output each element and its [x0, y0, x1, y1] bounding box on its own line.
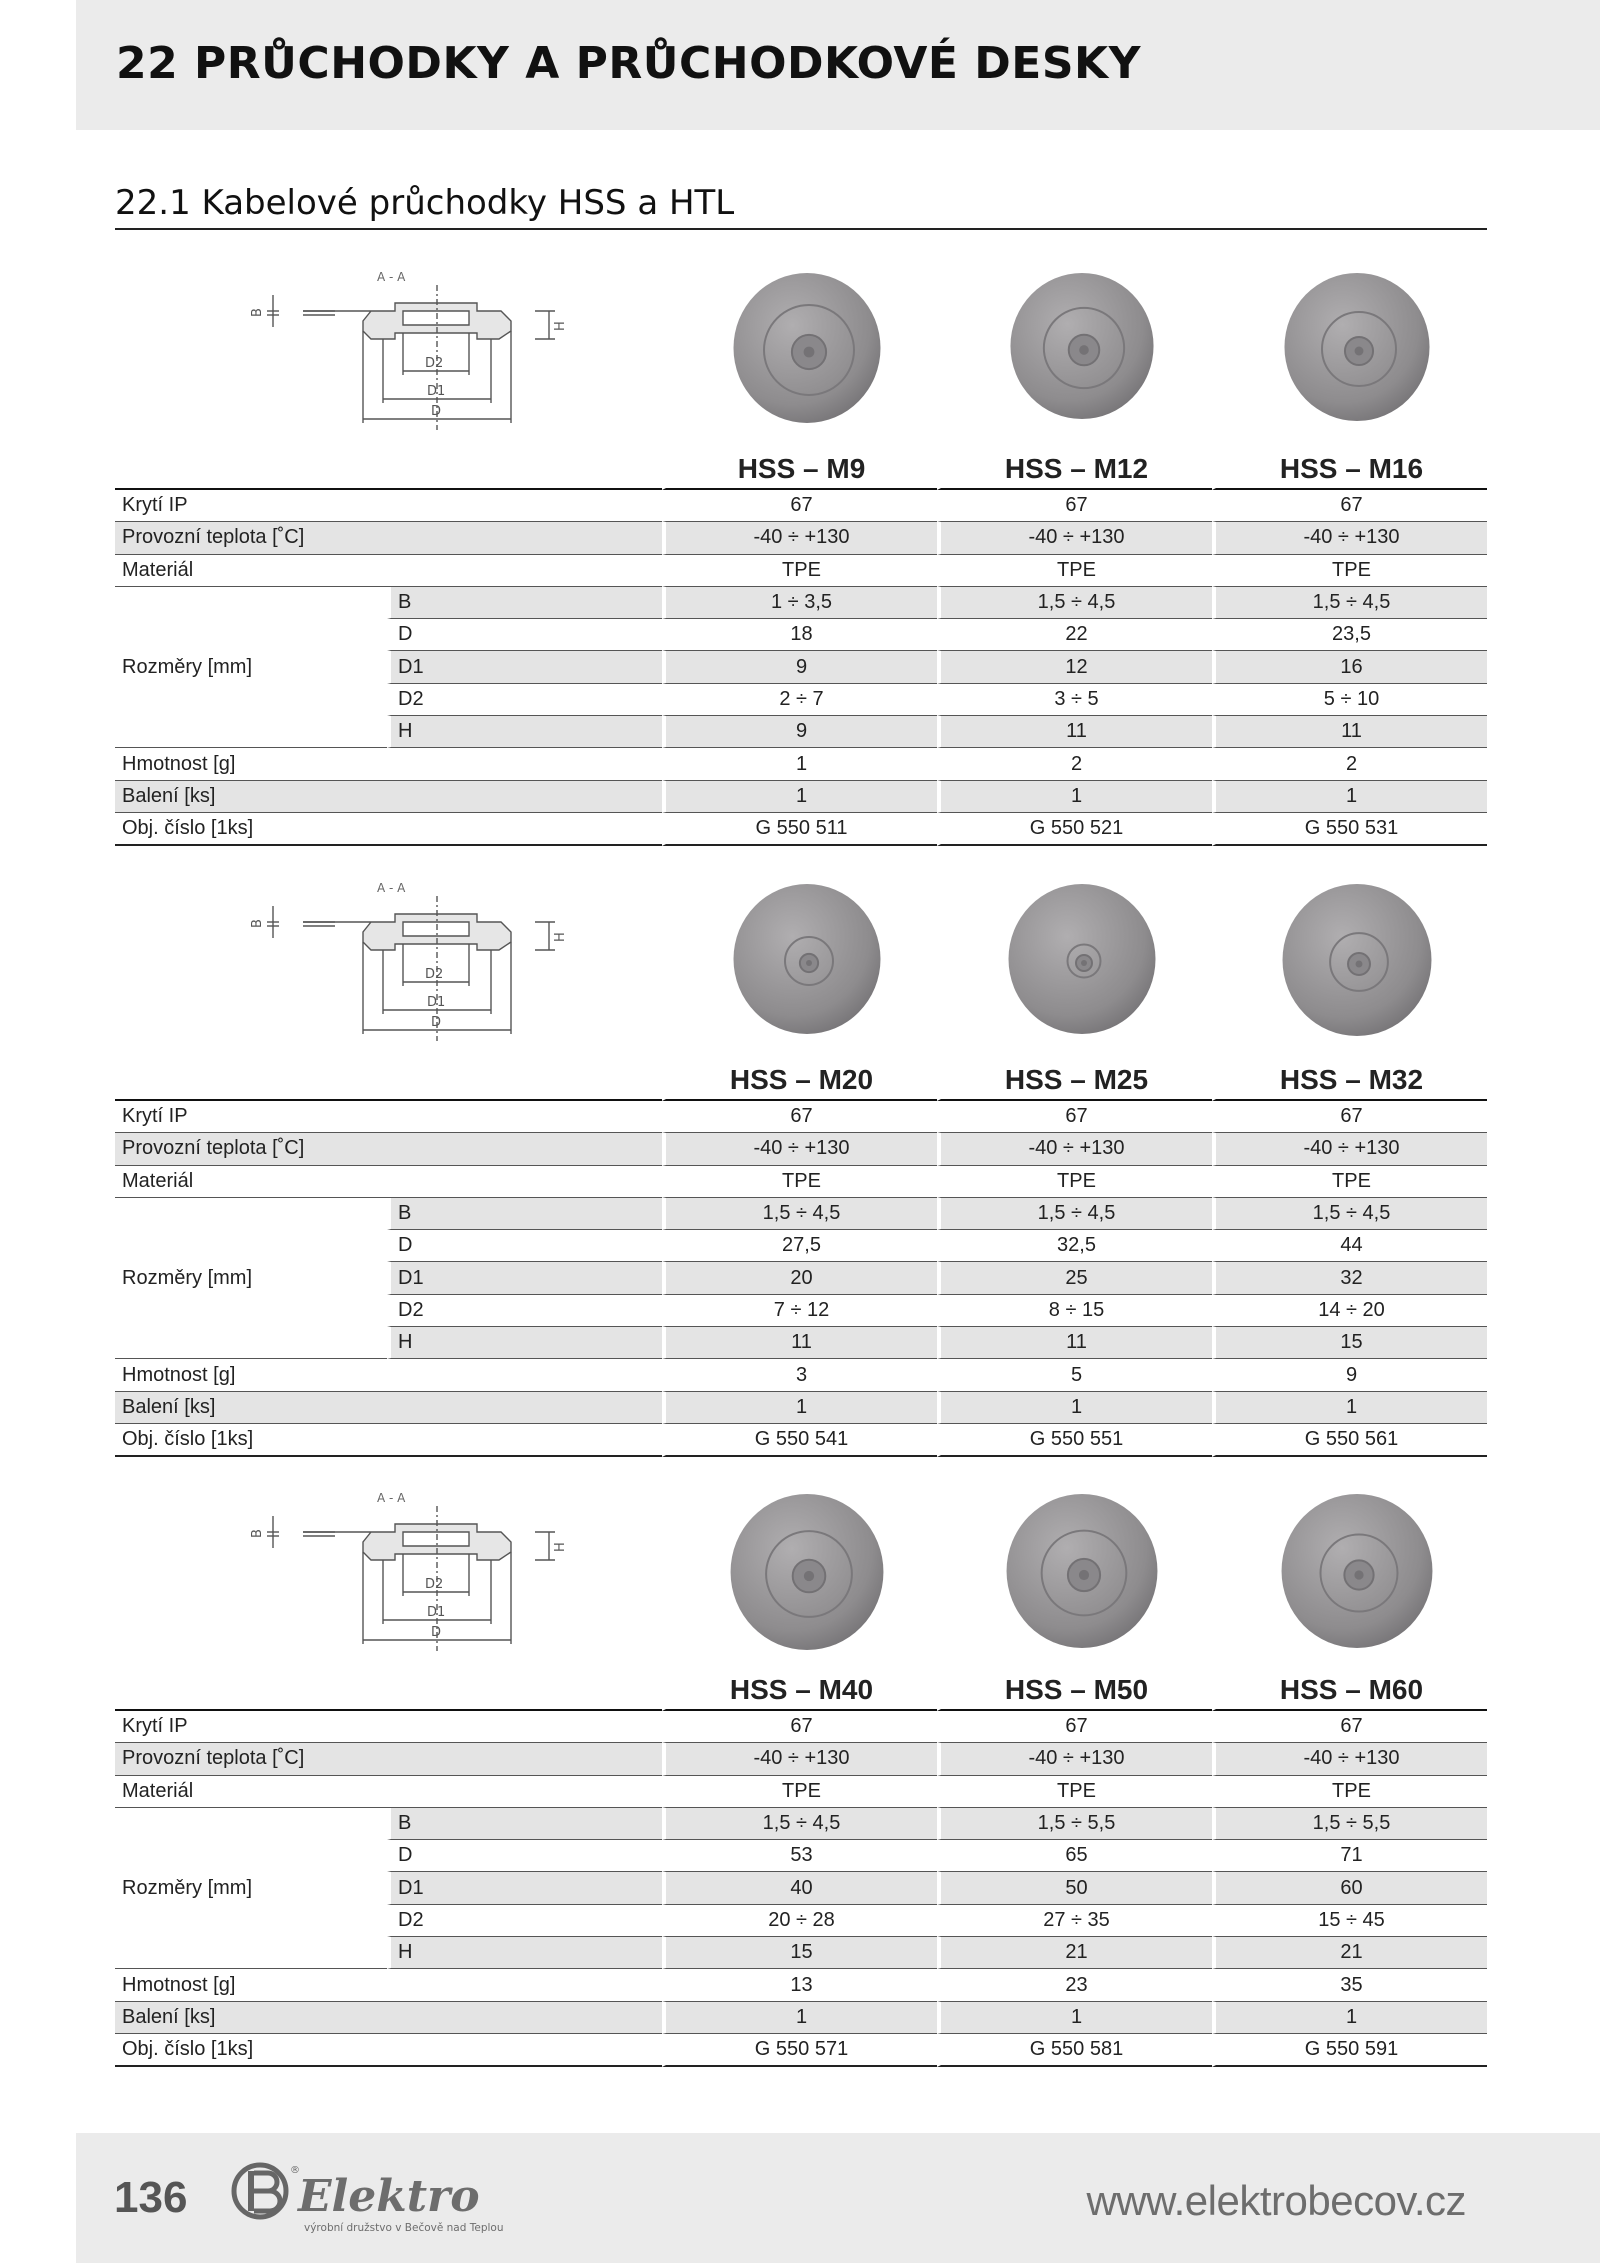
row-label: Krytí IP — [115, 1711, 662, 1743]
cell-value: TPE — [1212, 1776, 1487, 1808]
cell-value: -40 ÷ +130 — [1212, 1743, 1487, 1775]
product-name: HSS – M40 — [662, 1661, 937, 1711]
logo-tagline: výrobní družstvo v Bečově nad Teplou — [304, 2222, 504, 2234]
cell-value: 1 ÷ 3,5 — [662, 587, 937, 619]
row-label: Obj. číslo [1ks] — [115, 2034, 662, 2067]
cross-section-drawing — [215, 1476, 677, 1661]
cell-value: 2 — [1212, 748, 1487, 780]
cell-value: 32 — [1212, 1262, 1487, 1294]
table-row — [115, 1711, 1487, 1743]
row-label-dimensions: Rozměry [mm] — [115, 587, 387, 748]
dimension-sub-label: D — [387, 1840, 662, 1872]
cross-section-drawing — [215, 866, 677, 1051]
cell-value: 67 — [937, 1711, 1212, 1743]
cell-value: 16 — [1212, 651, 1487, 683]
cell-value: 1 — [1212, 781, 1487, 813]
elektro-logo — [226, 2159, 606, 2239]
cell-value: 5 ÷ 10 — [1212, 684, 1487, 716]
drawing-label-b: B — [250, 308, 265, 317]
cell-value: 67 — [1212, 1711, 1487, 1743]
spec-table-header — [115, 1051, 1487, 1101]
cell-value: 11 — [1212, 716, 1487, 748]
cell-value: 21 — [1212, 1937, 1487, 1969]
cell-value: 12 — [937, 651, 1212, 683]
dimension-sub-label: D2 — [387, 1905, 662, 1937]
row-label: Materiál — [115, 1776, 662, 1808]
table-row — [115, 555, 1487, 587]
cell-value: TPE — [937, 1776, 1212, 1808]
cell-value: 14 ÷ 20 — [1212, 1295, 1487, 1327]
dimension-sub-label: D1 — [387, 1872, 662, 1904]
row-label: Balení [ks] — [115, 1392, 662, 1424]
drawing-label-section: A - A — [377, 1491, 406, 1505]
cell-value: 8 ÷ 15 — [937, 1295, 1212, 1327]
cell-value: 23,5 — [1212, 619, 1487, 651]
page-title: 22 PRŮCHODKY A PRŮCHODKOVÉ DESKY — [116, 38, 1141, 89]
row-label: Provozní teplota [˚C] — [115, 1743, 662, 1775]
cell-value: TPE — [937, 555, 1212, 587]
table-row — [115, 813, 1487, 846]
table-row — [115, 1776, 1487, 1808]
row-label: Hmotnost [g] — [115, 1969, 662, 2001]
cell-value: 67 — [937, 490, 1212, 522]
row-label: Provozní teplota [˚C] — [115, 522, 662, 554]
cell-value: 65 — [937, 1840, 1212, 1872]
table-row — [115, 1743, 1487, 1775]
cell-value: G 550 551 — [937, 1424, 1212, 1457]
drawing-label-d: D — [431, 404, 442, 419]
cell-value: 11 — [662, 1327, 937, 1359]
cell-value: TPE — [662, 555, 937, 587]
spec-table — [115, 440, 1487, 846]
cell-value: 7 ÷ 12 — [662, 1295, 937, 1327]
cell-value: 1 — [937, 1392, 1212, 1424]
drawing-label-d1: D1 — [427, 995, 446, 1010]
table-row — [115, 1101, 1487, 1133]
cell-value: TPE — [1212, 1166, 1487, 1198]
product-photo — [722, 874, 892, 1044]
dimension-sub-label: B — [387, 1198, 662, 1230]
cell-value: 67 — [662, 1711, 937, 1743]
cell-value: 35 — [1212, 1969, 1487, 2001]
gland-photo — [719, 1484, 895, 1660]
cell-value: 20 ÷ 28 — [662, 1905, 937, 1937]
drawing-label-d: D — [431, 1625, 442, 1640]
dimension-sub-label: D1 — [387, 1262, 662, 1294]
drawing-label-section: A - A — [377, 270, 406, 284]
table-row — [115, 1808, 1487, 1840]
cell-value: 27 ÷ 35 — [937, 1905, 1212, 1937]
cell-value: 1,5 ÷ 4,5 — [937, 587, 1212, 619]
cell-value: -40 ÷ +130 — [937, 1133, 1212, 1165]
cell-value: 1 — [662, 748, 937, 780]
table-row — [115, 490, 1487, 522]
gland-photo — [722, 874, 892, 1044]
cell-value: 18 — [662, 619, 937, 651]
cell-value: 67 — [662, 490, 937, 522]
header-blank — [387, 1051, 662, 1101]
cell-value: 1,5 ÷ 5,5 — [937, 1808, 1212, 1840]
row-label: Krytí IP — [115, 1101, 662, 1133]
cell-value: 1 — [1212, 1392, 1487, 1424]
row-label: Obj. číslo [1ks] — [115, 813, 662, 846]
cell-value: 9 — [1212, 1359, 1487, 1391]
cell-value: 15 — [1212, 1327, 1487, 1359]
cell-value: 50 — [937, 1872, 1212, 1904]
row-label: Hmotnost [g] — [115, 748, 662, 780]
gland-photo — [1271, 874, 1443, 1046]
cell-value: 1 — [662, 2002, 937, 2034]
dimension-sub-label: H — [387, 716, 662, 748]
cell-value: 60 — [1212, 1872, 1487, 1904]
cell-value: 1,5 ÷ 4,5 — [1212, 587, 1487, 619]
row-label: Balení [ks] — [115, 781, 662, 813]
cell-value: TPE — [937, 1166, 1212, 1198]
cell-value: G 550 521 — [937, 813, 1212, 846]
table-row — [115, 748, 1487, 780]
page-number: 136 — [114, 2173, 188, 2222]
dimension-sub-label: D — [387, 619, 662, 651]
cell-value: 21 — [937, 1937, 1212, 1969]
drawing-label-d1: D1 — [427, 384, 446, 399]
cell-value: -40 ÷ +130 — [1212, 522, 1487, 554]
drawing-label-b: B — [250, 1529, 265, 1538]
product-photo — [1271, 874, 1441, 1044]
cell-value: 44 — [1212, 1230, 1487, 1262]
cell-value: 1,5 ÷ 4,5 — [1212, 1198, 1487, 1230]
drawing-label-b: B — [250, 919, 265, 928]
gland-photo — [1273, 263, 1441, 431]
cell-value: G 550 581 — [937, 2034, 1212, 2067]
cross-section-drawing-wrap — [215, 866, 677, 1051]
drawing-label-section: A - A — [377, 881, 406, 895]
drawing-label-h: H — [553, 932, 568, 942]
row-label-dimensions: Rozměry [mm] — [115, 1198, 387, 1359]
product-photo — [1273, 263, 1443, 433]
cell-value: G 550 561 — [1212, 1424, 1487, 1457]
header-blank — [115, 440, 387, 490]
cell-value: -40 ÷ +130 — [662, 1743, 937, 1775]
product-name: HSS – M9 — [662, 440, 937, 490]
table-row — [115, 2034, 1487, 2067]
cell-value: TPE — [662, 1776, 937, 1808]
table-row — [115, 1133, 1487, 1165]
cell-value: 23 — [937, 1969, 1212, 2001]
cell-value: -40 ÷ +130 — [937, 522, 1212, 554]
cell-value: -40 ÷ +130 — [937, 1743, 1212, 1775]
product-name: HSS – M50 — [937, 1661, 1212, 1711]
cell-value: 9 — [662, 651, 937, 683]
table-row — [115, 781, 1487, 813]
row-label: Provozní teplota [˚C] — [115, 1133, 662, 1165]
row-label: Materiál — [115, 555, 662, 587]
cell-value: 25 — [937, 1262, 1212, 1294]
cell-value: G 550 531 — [1212, 813, 1487, 846]
cell-value: TPE — [662, 1166, 937, 1198]
cell-value: 27,5 — [662, 1230, 937, 1262]
page-header — [76, 0, 1600, 130]
page-footer — [76, 2133, 1600, 2263]
drawing-label-d2: D2 — [425, 356, 444, 371]
drawing-label-d2: D2 — [425, 967, 444, 982]
product-name: HSS – M20 — [662, 1051, 937, 1101]
cell-value: 2 ÷ 7 — [662, 684, 937, 716]
product-photo — [722, 263, 892, 433]
cell-value: 67 — [1212, 1101, 1487, 1133]
cell-value: G 550 511 — [662, 813, 937, 846]
table-row — [115, 587, 1487, 619]
table-row — [115, 1969, 1487, 2001]
cell-value: -40 ÷ +130 — [662, 522, 937, 554]
gland-photo — [1270, 1484, 1444, 1658]
cell-value: 67 — [1212, 490, 1487, 522]
product-photo — [995, 1484, 1165, 1654]
cell-value: -40 ÷ +130 — [1212, 1133, 1487, 1165]
drawing-label-d2: D2 — [425, 1577, 444, 1592]
table-row — [115, 522, 1487, 554]
table-row — [115, 1359, 1487, 1391]
cell-value: -40 ÷ +130 — [662, 1133, 937, 1165]
spec-table-header — [115, 1661, 1487, 1711]
cross-section-drawing-wrap — [215, 255, 677, 440]
table-row — [115, 1166, 1487, 1198]
gland-photo — [997, 874, 1167, 1044]
dimension-sub-label: B — [387, 587, 662, 619]
spec-table — [115, 1661, 1487, 2067]
product-name: HSS – M16 — [1212, 440, 1487, 490]
cell-value: TPE — [1212, 555, 1487, 587]
cell-value: 22 — [937, 619, 1212, 651]
cell-value: G 550 591 — [1212, 2034, 1487, 2067]
cell-value: 32,5 — [937, 1230, 1212, 1262]
gland-photo — [995, 1484, 1169, 1658]
header-blank — [387, 1661, 662, 1711]
cell-value: 9 — [662, 716, 937, 748]
product-photo — [997, 874, 1167, 1044]
cell-value: G 550 571 — [662, 2034, 937, 2067]
cell-value: 11 — [937, 1327, 1212, 1359]
cell-value: 1,5 ÷ 4,5 — [662, 1198, 937, 1230]
header-blank — [115, 1051, 387, 1101]
dimension-sub-label: D — [387, 1230, 662, 1262]
dimension-sub-label: D1 — [387, 651, 662, 683]
website-link[interactable]: www.elektrobecov.cz — [1086, 2177, 1466, 2224]
cell-value: 15 ÷ 45 — [1212, 1905, 1487, 1937]
logo-wordmark: Elektro — [298, 2171, 480, 2222]
cell-value: 67 — [937, 1101, 1212, 1133]
cell-value: 20 — [662, 1262, 937, 1294]
section-rule — [115, 228, 1487, 230]
drawing-label-h: H — [553, 321, 568, 331]
cell-value: 1 — [662, 781, 937, 813]
dimension-sub-label: B — [387, 1808, 662, 1840]
drawing-label-d: D — [431, 1015, 442, 1030]
row-label: Hmotnost [g] — [115, 1359, 662, 1391]
cell-value: G 550 541 — [662, 1424, 937, 1457]
cell-value: 1 — [937, 781, 1212, 813]
row-label: Materiál — [115, 1166, 662, 1198]
table-row — [115, 2002, 1487, 2034]
eb-monogram-icon — [234, 2165, 300, 2217]
drawing-label-h: H — [553, 1542, 568, 1552]
cell-value: 11 — [937, 716, 1212, 748]
cell-value: 2 — [937, 748, 1212, 780]
row-label: Krytí IP — [115, 490, 662, 522]
cell-value: 3 — [662, 1359, 937, 1391]
cell-value: 5 — [937, 1359, 1212, 1391]
dimension-sub-label: D2 — [387, 684, 662, 716]
cross-section-drawing — [215, 255, 677, 440]
gland-photo — [999, 263, 1165, 429]
svg-text:®: ® — [290, 2165, 300, 2176]
header-blank — [387, 440, 662, 490]
row-label: Balení [ks] — [115, 2002, 662, 2034]
cell-value: 1,5 ÷ 4,5 — [937, 1198, 1212, 1230]
dimension-sub-label: D2 — [387, 1295, 662, 1327]
section-title: 22.1 Kabelové průchodky HSS a HTL — [115, 183, 735, 223]
cell-value: 3 ÷ 5 — [937, 684, 1212, 716]
cell-value: 1,5 ÷ 5,5 — [1212, 1808, 1487, 1840]
spec-table — [115, 1051, 1487, 1457]
cell-value: 15 — [662, 1937, 937, 1969]
product-name: HSS – M25 — [937, 1051, 1212, 1101]
dimension-sub-label: H — [387, 1327, 662, 1359]
drawing-label-d1: D1 — [427, 1605, 446, 1620]
product-photo — [999, 263, 1169, 433]
cell-value: 13 — [662, 1969, 937, 2001]
cross-section-drawing-wrap — [215, 1476, 677, 1661]
cell-value: 71 — [1212, 1840, 1487, 1872]
dimension-sub-label: H — [387, 1937, 662, 1969]
cell-value: 40 — [662, 1872, 937, 1904]
product-photo — [719, 1484, 889, 1654]
table-row — [115, 1198, 1487, 1230]
cell-value: 53 — [662, 1840, 937, 1872]
row-label: Obj. číslo [1ks] — [115, 1424, 662, 1457]
product-name: HSS – M32 — [1212, 1051, 1487, 1101]
cell-value: 67 — [662, 1101, 937, 1133]
product-name: HSS – M60 — [1212, 1661, 1487, 1711]
product-name: HSS – M12 — [937, 440, 1212, 490]
gland-photo — [722, 263, 892, 433]
table-row — [115, 1392, 1487, 1424]
cell-value: 1 — [662, 1392, 937, 1424]
spec-table-header — [115, 440, 1487, 490]
cell-value: 1 — [937, 2002, 1212, 2034]
table-row — [115, 1424, 1487, 1457]
product-photo — [1270, 1484, 1440, 1654]
cell-value: 1,5 ÷ 4,5 — [662, 1808, 937, 1840]
header-blank — [115, 1661, 387, 1711]
cell-value: 1 — [1212, 2002, 1487, 2034]
row-label-dimensions: Rozměry [mm] — [115, 1808, 387, 1969]
